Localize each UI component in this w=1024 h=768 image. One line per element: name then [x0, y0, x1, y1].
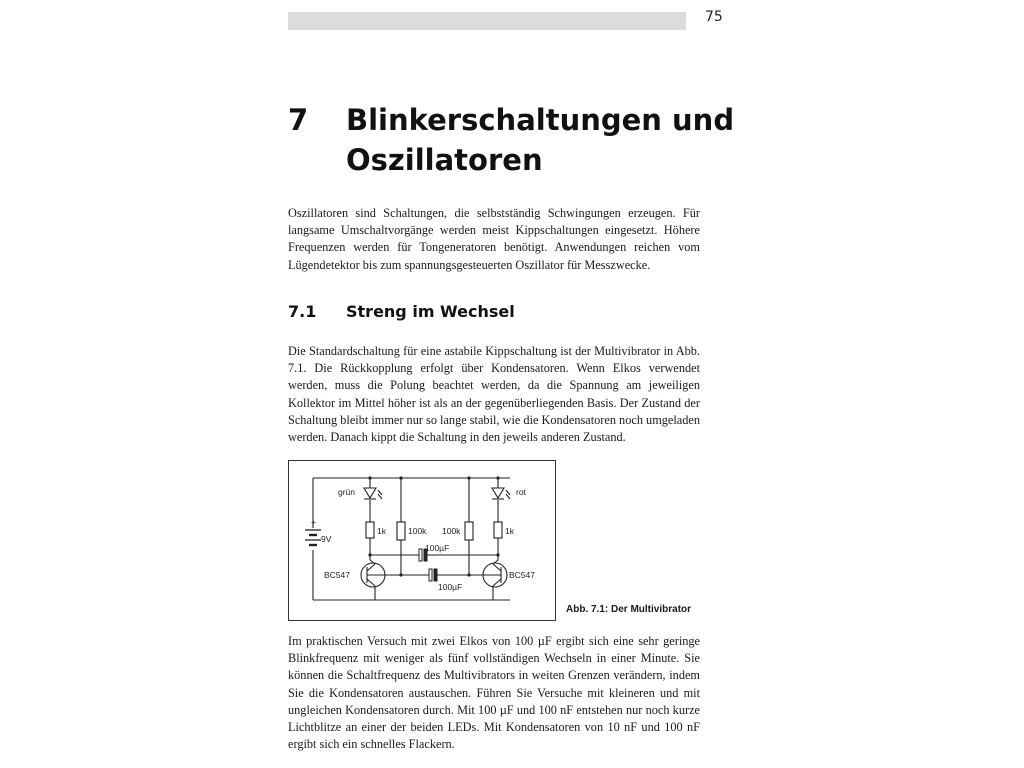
transistor-left-symbol	[361, 560, 385, 600]
intro-paragraph: Oszillatoren sind Schaltungen, die selbstständig Schwingungen erzeugen. Für langsame Umschaltvorgänge werden meist Kippschaltungen eingesetzt. Höhere Frequenzen werden für Tongeneratoren benötigt. Anwendungen reichen vom Lügendetektor bis zum spannungsgesteuerten Oszillator für Messzwecke.	[288, 206, 700, 272]
section-number: 7.1	[288, 302, 317, 321]
transistor-right-symbol	[483, 560, 507, 600]
battery-symbol	[305, 530, 321, 545]
capacitor-top-label: 100µF	[425, 543, 450, 553]
running-header-bar	[288, 12, 686, 30]
chapter-title: Blinkerschaltungen und Oszillatoren	[346, 103, 735, 177]
section-title: Streng im Wechsel	[346, 302, 515, 321]
figure-caption-label: Abb. 7.1:	[566, 604, 609, 615]
led-left-label: grün	[338, 487, 356, 497]
resistor-r4	[494, 522, 502, 538]
junction-dots	[368, 476, 499, 576]
led-left-symbol	[364, 488, 382, 499]
transistor-right-label: BC547	[509, 570, 535, 580]
transistor-left-label: BC547	[324, 570, 350, 580]
resistor-r1	[366, 522, 374, 538]
led-right-label: rot	[516, 487, 526, 497]
closing-paragraph: Im praktischen Versuch mit zwei Elkos von 100 µF ergibt sich eine sehr geringe Blinkfrequenz mit weniger als fünf vollständigen Wechseln in einer Minute. Sie können die Schaltfrequenz des Multivibrators in weiten Grenzen verändern, indem Sie die Kondensatoren austauschen. Führen Sie Versuche mit kleineren und mit ungleichen Kondensatoren durch. Mit 100 µF und 100 nF entstehen nur noch kurze Lichtblitze an einer der beiden LEDs. Mit Kondensatoren von 10 nF und 100 nF ergibt sich ein schnelles Flackern.	[288, 634, 700, 752]
battery-plus-label: +	[311, 517, 316, 527]
chapter-number: 7	[288, 103, 309, 137]
resistor-r2	[397, 522, 405, 540]
capacitor-bottom-symbol	[429, 569, 437, 581]
multivibrator-schematic	[288, 460, 556, 621]
figure-caption-text: Der Multivibrator	[608, 604, 692, 615]
resistor-r1-label: 1k	[377, 526, 386, 536]
battery-label: 9V	[321, 534, 332, 544]
resistor-r3	[465, 522, 473, 540]
resistor-r2-label: 100k	[408, 526, 427, 536]
section-paragraph: Die Standardschaltung für eine astabile Kippschaltung ist der Multivibrator in Abb. 7.1. Die Rückkopplung erfolgt über Kondensatoren. Wenn Elkos verwendet werden, muss die Polung beachtet werden, da die Spannung am jeweiligen Kollektor im Mittel höher ist als an der gegenüberliegenden Basis. Der Zustand der Schaltung bleibt immer nur so lange stabil, wie die Kondensatoren noch umgeladen werden. Danach kippt die Schaltung in den jeweils anderen Zustand.	[288, 344, 700, 445]
led-right-symbol	[492, 488, 510, 499]
resistor-r4-label: 1k	[505, 526, 514, 536]
page-number: 75	[705, 9, 723, 25]
figure-caption	[566, 604, 691, 615]
capacitor-bottom-label: 100µF	[438, 582, 463, 592]
resistor-r3-label: 100k	[442, 526, 461, 536]
